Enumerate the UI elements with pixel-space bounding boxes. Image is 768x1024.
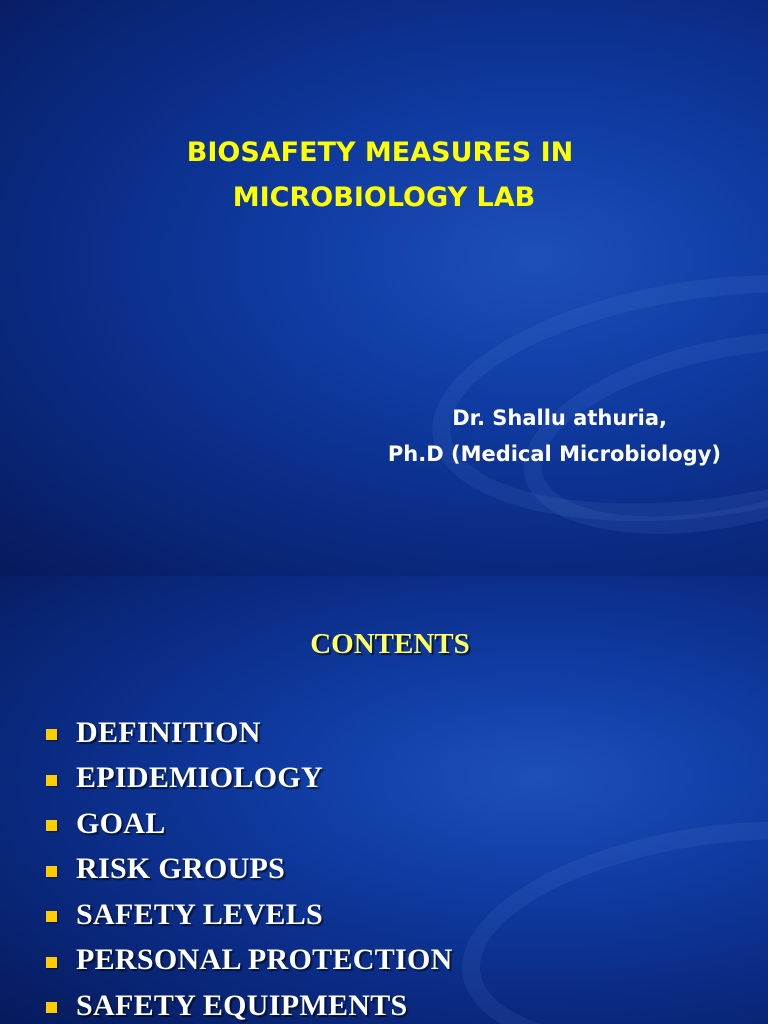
list-item-label: SAFETY EQUIPMENTS bbox=[76, 988, 408, 1022]
square-bullet-icon bbox=[46, 729, 57, 740]
list-item-label: GOAL bbox=[76, 806, 166, 840]
list-item bbox=[46, 938, 453, 984]
square-bullet-icon bbox=[46, 1002, 57, 1013]
square-bullet-icon bbox=[46, 775, 57, 786]
contents-slide bbox=[0, 576, 768, 1024]
list-item bbox=[46, 710, 453, 756]
list-item-label: SAFETY LEVELS bbox=[76, 897, 324, 931]
list-item-label: EPIDEMIOLOGY bbox=[76, 761, 323, 795]
list-item bbox=[46, 983, 453, 1024]
slide-title-line-2: MICROBIOLOGY LAB bbox=[232, 182, 536, 213]
list-item bbox=[46, 847, 453, 893]
list-item-label: DEFINITION bbox=[76, 715, 261, 749]
square-bullet-icon bbox=[46, 866, 57, 877]
slide-title-line-1: BIOSAFETY MEASURES IN bbox=[186, 137, 574, 168]
background-swirl bbox=[447, 791, 768, 1024]
list-item-label: PERSONAL PROTECTION bbox=[76, 943, 453, 977]
list-item bbox=[46, 756, 453, 802]
square-bullet-icon bbox=[46, 957, 57, 968]
square-bullet-icon bbox=[46, 911, 57, 922]
square-bullet-icon bbox=[46, 820, 57, 831]
contents-heading: CONTENTS bbox=[310, 628, 470, 660]
author-qualification: Ph.D (Medical Microbiology) bbox=[387, 442, 721, 466]
list-item bbox=[46, 892, 453, 938]
list-item bbox=[46, 801, 453, 847]
author-name: Dr. Shallu athuria, bbox=[452, 406, 667, 430]
list-item-label: RISK GROUPS bbox=[76, 852, 286, 886]
contents-list bbox=[46, 710, 453, 1024]
